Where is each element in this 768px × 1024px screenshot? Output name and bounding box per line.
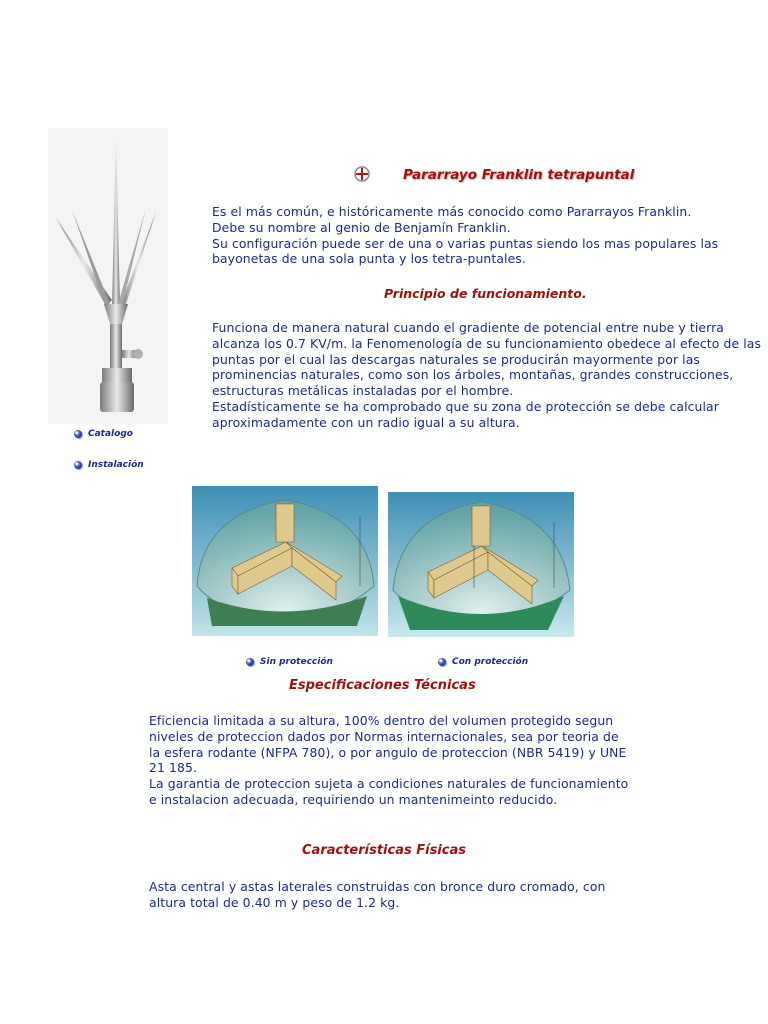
figure-sin-proteccion xyxy=(192,486,378,636)
caption-con-proteccion xyxy=(438,657,528,667)
title-icon xyxy=(353,165,371,183)
bullet-icon xyxy=(74,461,82,469)
page-title: Pararrayo Franklin tetrapuntal xyxy=(403,167,635,183)
principle-text: Funciona de manera natural cuando el gradiente de potencial entre nube y tierra alcanza los 0.7 KV/m. la Fenomenología de su funcionamiento obedece al efecto de las puntas por el cual las descargas naturales se producirán mayormente por las prominencias naturales, como son los árboles, montañas, grandes construcciones, estructuras metálicas instaladas por el hombre. Estadísticamente se ha comprobado que su zona de protección se debe calcular aproximadamente con un radio igual a su altura. xyxy=(212,320,761,430)
caption-label: Con protección xyxy=(452,657,529,667)
sidebar-item-catalogo[interactable] xyxy=(74,429,133,439)
lightning-rod-image xyxy=(48,128,168,424)
caption-label: Sin protección xyxy=(260,657,333,667)
sidebar-item-label: Instalación xyxy=(88,460,144,470)
caption-sin-proteccion xyxy=(246,657,333,667)
specs-text: Eficiencia limitada a su altura, 100% dentro del volumen protegido segun niveles de proteccion dados por Normas internacionales, sea por teoria de la esfera rodante (NFPA 780), o por angulo de proteccion (NBR 5419) y UNE 21 185. La garantia de proteccion sujeta a condiciones naturales de funcionamiento e instalacion adecuada, requiriendo un mantenimeinto reducido. xyxy=(149,713,629,807)
sidebar-item-label: Catalogo xyxy=(88,429,133,439)
bullet-icon xyxy=(246,658,254,666)
figure-con-proteccion xyxy=(388,492,574,637)
physical-heading: Características Físicas xyxy=(302,843,466,858)
sidebar-item-instalacion[interactable] xyxy=(74,460,144,470)
bullet-icon xyxy=(74,430,82,438)
principle-heading: Principio de funcionamiento. xyxy=(384,286,587,301)
intro-text: Es el más común, e históricamente más conocido como Pararrayos Franklin. Debe su nombre al genio de Benjamín Franklin. Su configuración puede ser de una o varias puntas siendo los mas populares las bayonetas de una sola punta y los tetra-puntales. xyxy=(212,204,719,267)
bullet-icon xyxy=(438,658,446,666)
specs-heading: Especificaciones Técnicas xyxy=(289,678,476,693)
physical-text: Asta central y astas laterales construidas con bronce duro cromado, con altura total de 0.40 m y peso de 1.2 kg. xyxy=(149,879,606,910)
